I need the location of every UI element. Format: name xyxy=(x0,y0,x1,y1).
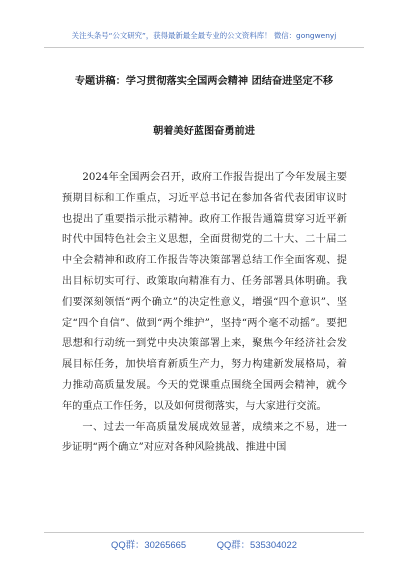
document-title-line-2: 朝着美好蓝图奋勇前进 xyxy=(153,125,255,137)
body-paragraph-2: 一、过去一年高质量发展成效显著，成绩来之不易，进一步证明“两个确立”对应对各种风险挑战、推进中国 xyxy=(62,421,347,454)
header-divider xyxy=(44,47,364,48)
footer-divider xyxy=(44,532,364,533)
body-paragraph-1: 2024年全国两会召开，政府工作报告提出了今年发展主要预期目标和工作重点，习近平总书记在参加各省代表团审议时也提出了重要指示批示精神。政府工作报告通篇贯穿习近平新时代中国特色社会主义思想，全面贯彻党的二十大、二十届二中全会精神和政府工作报告等决策部署总结工作全面客观、提出目标切实可行、政策取向精准有力、任务部署具体明确。我们要深刻领悟“两个确立”的决定性意义，增强“四个意识”、坚定“四个自信”、做到“两个维护”，坚持“两个毫不动摇”。要把思想和行动统一到党中央决策部署上来，聚焦今年经济社会发展目标任务，加快培育新质生产力，努力构建新发展格局，着力推动高质量发展。今天的党课重点围绕全国两会精神，就今年的重点工作任务，以及如何贯彻落实，与大家进行交流。 xyxy=(62,172,347,412)
document-body xyxy=(62,168,347,459)
header-banner: 关注头条号“公文研究”，获得最新最全最专业的公文资料库！ 微信：gongwenyj xyxy=(71,31,337,40)
document-title-line-1: 专题讲稿：学习贯彻落实全国两会精神 团结奋进坚定不移 xyxy=(74,75,334,87)
footer-qq-group-1: QQ群：30265665 xyxy=(111,539,187,550)
footer xyxy=(0,537,408,551)
footer-qq-group-2: QQ群：535304022 xyxy=(216,539,297,550)
